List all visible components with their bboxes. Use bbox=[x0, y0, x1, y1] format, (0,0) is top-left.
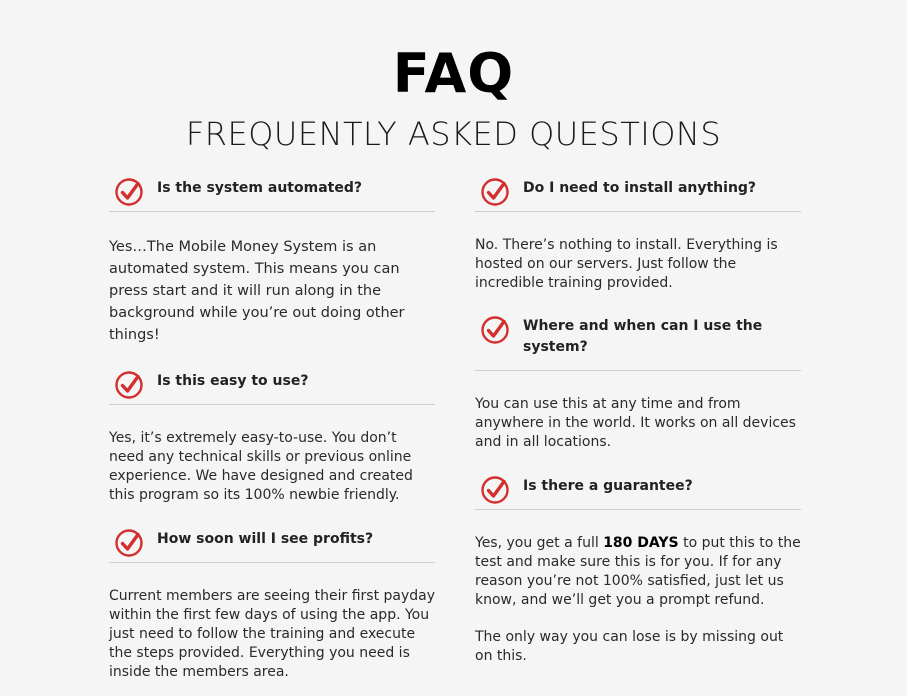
faq-question: Is there a guarantee? bbox=[523, 478, 693, 494]
page-title: FAQ bbox=[392, 42, 515, 105]
guarantee-days-highlight: 180 DAYS bbox=[603, 535, 679, 551]
faq-answer-text: to put this to the test and make sure this is for you. If for any reason you’re not 100% satisfied, just let us know, and we’ll get you a prompt refund. bbox=[475, 535, 801, 608]
faq-answer: No. There’s nothing to install. Everything is hosted on our servers. Just follow the incredible training provided. bbox=[475, 237, 778, 291]
check-circle-icon bbox=[480, 315, 510, 345]
faq-answer-closing: The only way you can lose is by missing out on this. bbox=[475, 629, 784, 664]
faq-question: Is this easy to use? bbox=[157, 373, 309, 389]
faq-question: Is the system automated? bbox=[157, 180, 362, 196]
check-circle-icon bbox=[114, 528, 144, 558]
faq-question-header bbox=[109, 174, 435, 212]
faq-answer: You can use this at any time and from anywhere in the world. It works on all devices and in all locations. bbox=[475, 396, 796, 450]
faq-question-header bbox=[475, 174, 801, 212]
check-circle-icon bbox=[114, 370, 144, 400]
faq-question-header bbox=[109, 367, 435, 405]
faq-question: Where and when can I use the system? bbox=[523, 318, 763, 355]
faq-answer-text: Yes, you get a full bbox=[475, 535, 604, 551]
faq-question: How soon will I see profits? bbox=[157, 531, 374, 547]
page-subtitle: FREQUENTLY ASKED QUESTIONS bbox=[185, 115, 722, 153]
faq-answer: Current members are seeing their first payday within the first few days of using the app. You just need to follow the training and execute the steps provided. Everything you need is inside the members area. bbox=[109, 588, 436, 680]
check-circle-icon bbox=[114, 177, 144, 207]
check-circle-icon bbox=[480, 177, 510, 207]
faq-answer: Yes…The Mobile Money System is an automated system. This means you can press start and it will run along in the background while you’re out doing other things! bbox=[109, 239, 405, 343]
faq-question-header bbox=[475, 472, 801, 510]
faq-answer bbox=[475, 534, 801, 610]
faq-left-column bbox=[109, 174, 435, 682]
faq-question-header bbox=[475, 312, 801, 371]
check-circle-icon bbox=[480, 475, 510, 505]
faq-question: Do I need to install anything? bbox=[523, 180, 757, 196]
faq-answer: Yes, it’s extremely easy-to-use. You don’t need any technical skills or previous online experience. We have designed and created this program so its 100% newbie friendly. bbox=[109, 430, 413, 503]
faq-question-header bbox=[109, 525, 435, 563]
faq-right-column bbox=[475, 174, 801, 666]
